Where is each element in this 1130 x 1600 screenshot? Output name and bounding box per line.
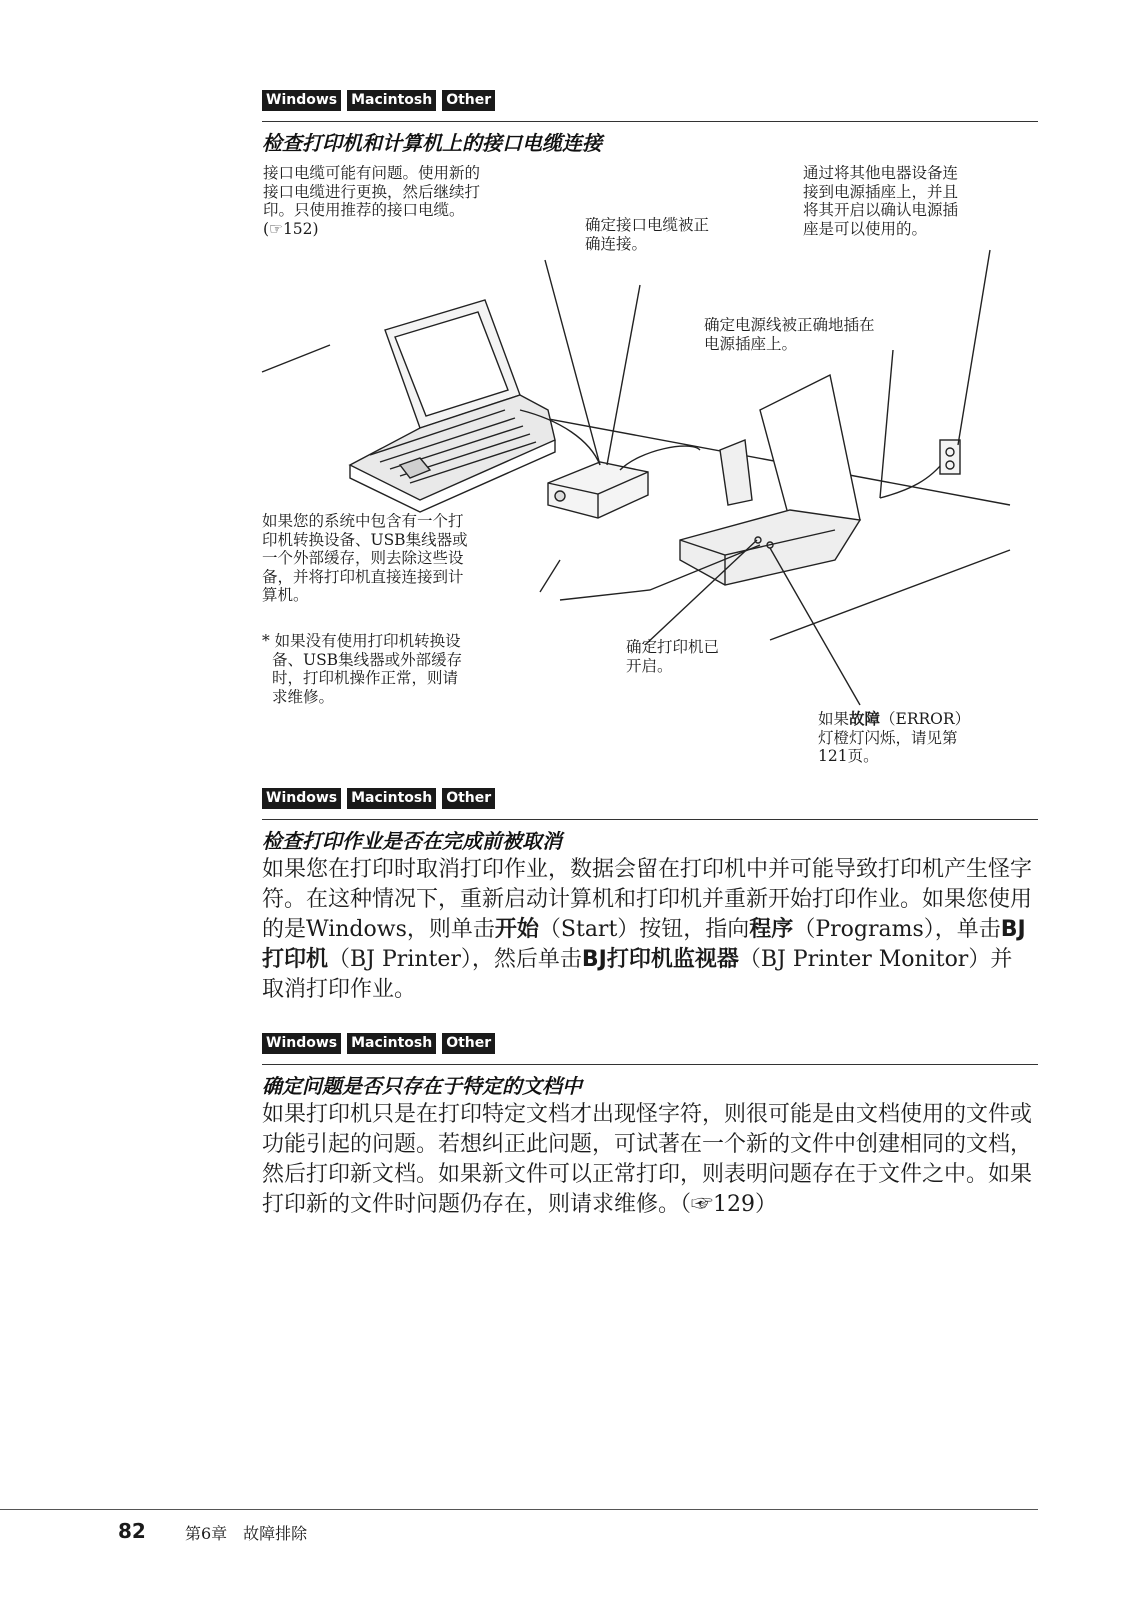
section-rule [262, 819, 1038, 820]
chapter-title: 第6章 故障排除 [185, 1524, 308, 1543]
os-tags-section2 [262, 788, 495, 809]
callout-outlet-test: 通过将其他电器设备连 接到电源插座上，并且 将其开启以确认电源插 座是可以使用的。 [803, 164, 959, 238]
tag-other: Other [442, 1033, 495, 1054]
table-edge-left [262, 345, 330, 372]
tag-windows: Windows [262, 788, 341, 809]
callout-power-cord: 确定电源线被正确地插在 电源插座上。 [704, 316, 875, 353]
printer-icon [680, 375, 860, 585]
power-cable [880, 460, 945, 498]
tag-other: Other [442, 90, 495, 111]
section-heading: 检查打印机和计算机上的接口电缆连接 [262, 131, 602, 155]
section2-paragraph: 如果您在打印时取消打印作业，数据会留在打印机中并可能导致打印机产生怪字符。在这种情况下，重新启动计算机和打印机并重新开始打印作业。如果您使用的是Windows，则单击开始（Start）按钮，指向程序（Programs），单击BJ打印机（BJ Printer），然后单击BJ打印机监视器（BJ Printer Monitor）并取消打印作业。 [262, 857, 1033, 1002]
section3-paragraph: 如果打印机只是在打印特定文档才出现怪字符，则很可能是由文档使用的文件或功能引起的问题。若想纠正此问题，可试著在一个新的文件中创建相同的文档，然后打印新文档。如果新文件可以正常打印，则表明问题存在于文件之中。如果打印新的文件时问题仍存在，则请求维修。（☞129） [262, 1102, 1033, 1217]
cable-printer [620, 446, 700, 470]
section-heading: 检查打印作业是否在完成前被取消 [262, 829, 562, 853]
os-tags-section3 [262, 1033, 495, 1054]
callout-cable-connected: 确定接口电缆被正 确连接。 [585, 216, 710, 253]
footer-rule [0, 1509, 1038, 1510]
tag-macintosh: Macintosh [347, 788, 436, 809]
section-heading: 确定问题是否只存在于特定的文档中 [262, 1074, 582, 1098]
laptop-icon [350, 300, 555, 512]
tag-windows: Windows [262, 90, 341, 111]
tag-macintosh: Macintosh [347, 1033, 436, 1054]
tag-macintosh: Macintosh [347, 90, 436, 111]
callout-switch-device: 如果您的系统中包含有一个打 印机转换设备、USB集线器或 一个外部缓存，则去除这些设 备，并将打印机直接连接到计 算机。 [262, 512, 468, 604]
callout-error-lamp: 如果故障（ERROR） 灯橙灯闪烁，请见第 121页。 [818, 710, 971, 765]
tag-other: Other [442, 788, 495, 809]
section-rule [262, 1064, 1038, 1065]
callout-footnote: * 如果没有使用打印机转换设 备、USB集线器或外部缓存 时，打印机操作正常，则请 求维修。 [262, 632, 463, 706]
page-number: 82 [118, 1519, 146, 1543]
tag-windows: Windows [262, 1033, 341, 1054]
callout-printer-on: 确定打印机已 开启。 [626, 638, 720, 675]
power-outlet-icon [940, 440, 960, 474]
switch-box-icon [548, 462, 648, 518]
callout-cable-replace: 接口电缆可能有问题。使用新的 接口电缆进行更换，然后继续打 印。只使用推荐的接口电缆。 (☞152) [263, 164, 481, 238]
